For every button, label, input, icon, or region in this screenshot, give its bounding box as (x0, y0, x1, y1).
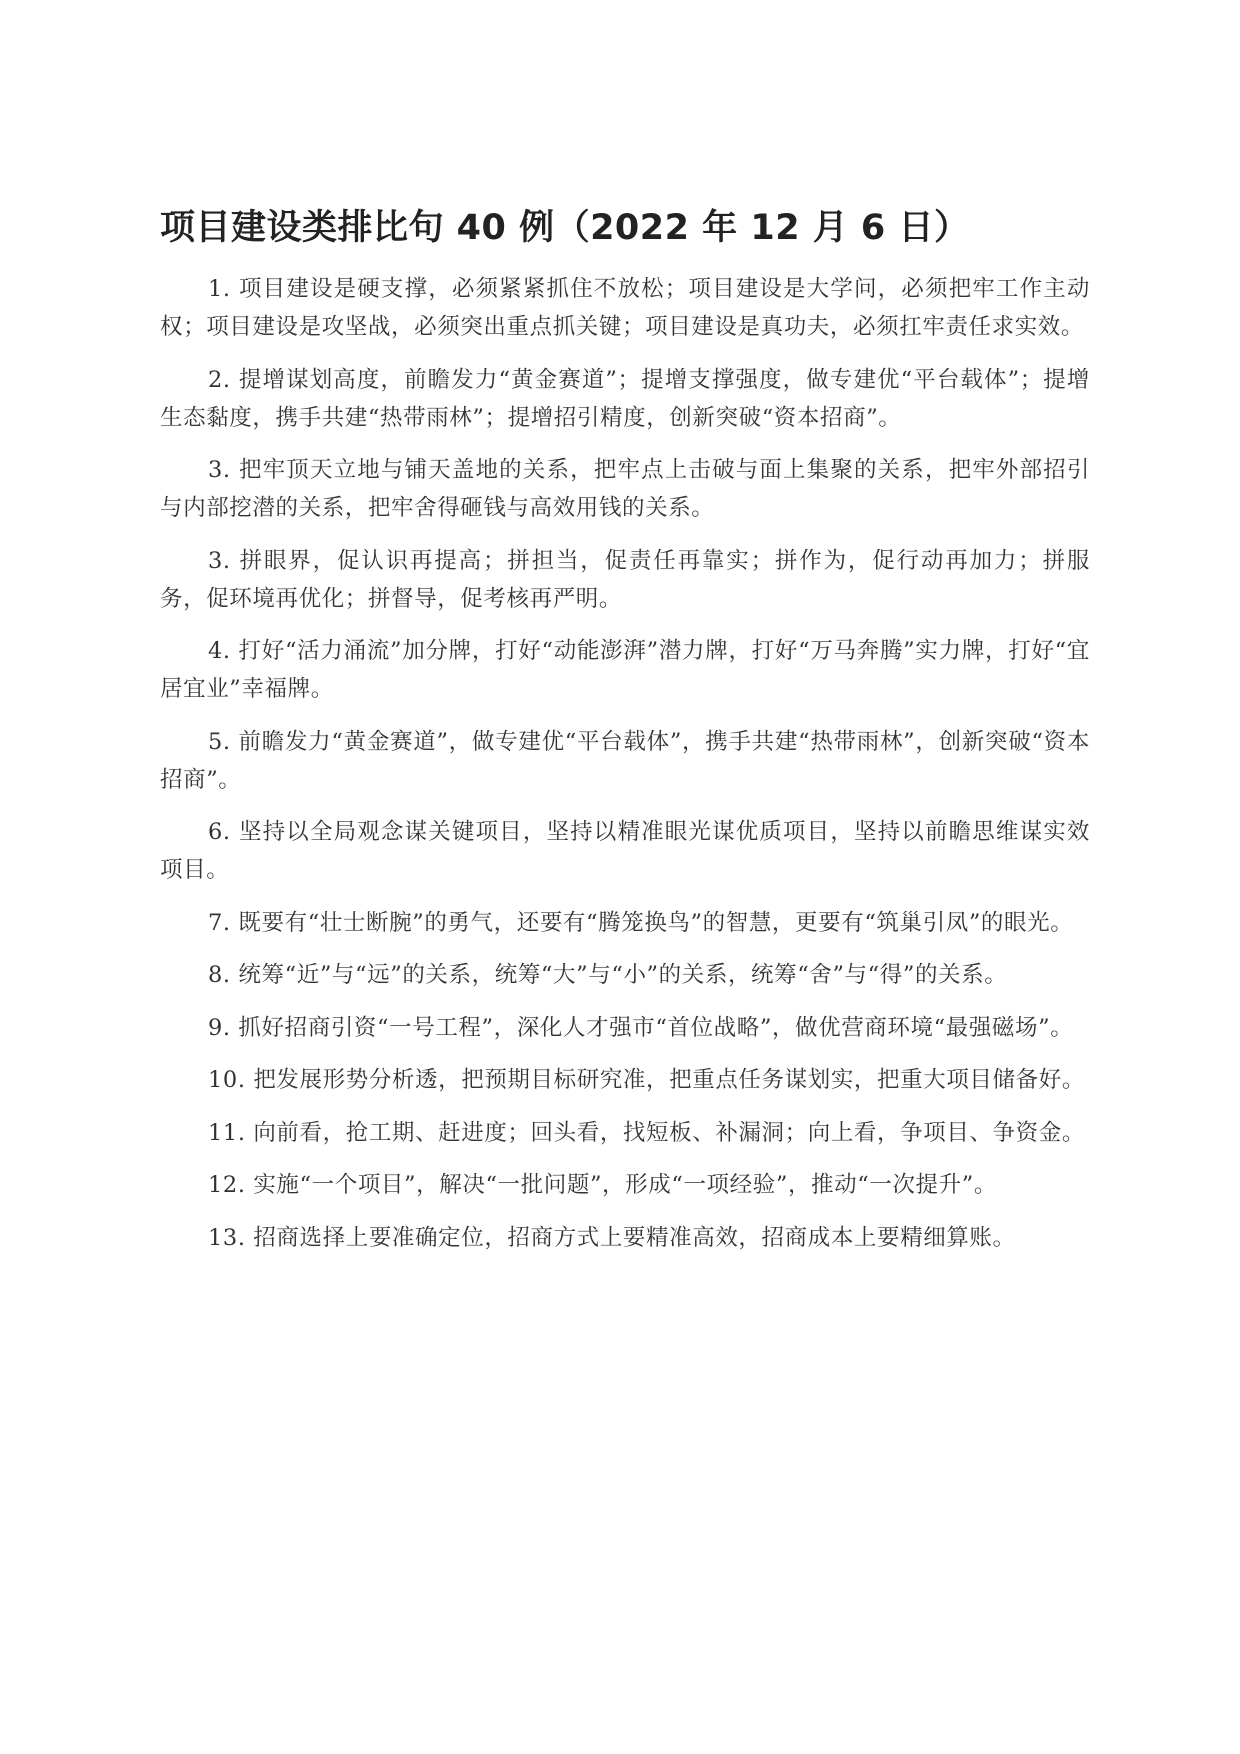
list-item: 11. 向前看，抢工期、赶进度；回头看，找短板、补漏洞；向上看，争项目、争资金。 (208, 1119, 1085, 1146)
list-item: 1. 项目建设是硬支撑，必须紧紧抓住不放松；项目建设是大学问，必须把牢工作主动权；项目建设是攻坚战，必须突出重点抓关键；项目建设是真功夫，必须扛牢责任求实效。 (160, 276, 1090, 340)
sentence-list (160, 270, 1090, 1271)
list-item: 2. 提增谋划高度，前瞻发力“黄金赛道”；提增支撑强度，做专建优“平台载体”；提增生态黏度，携手共建“热带雨林”；提增招引精度，创新突破“资本招商”。 (160, 366, 1090, 431)
list-item: 8. 统筹“近”与“远”的关系，统筹“大”与“小”的关系，统筹“舍”与“得”的关系。 (208, 962, 1008, 988)
list-item: 12. 实施“一个项目”，解决“一批问题”，形成“一项经验”，推动“一次提升”。 (208, 1172, 997, 1198)
list-item: 9. 抓好招商引资“一号工程”，深化人才强市“首位战略”，做优营商环境“最强磁场”。 (208, 1014, 1074, 1041)
list-item: 5. 前瞻发力“黄金赛道”，做专建优“平台载体”，携手共建“热带雨林”，创新突破“资本招商”。 (160, 728, 1090, 793)
list-item: 10. 把发展形势分析透，把预期目标研究准，把重点任务谋划实，把重大项目储备好。 (208, 1067, 1085, 1093)
list-item: 7. 既要有“壮士断腕”的勇气，还要有“腾笼换鸟”的智慧，更要有“筑巢引凤”的眼光。 (208, 909, 1074, 936)
list-item: 6. 坚持以全局观念谋关键项目，坚持以精准眼光谋优质项目，坚持以前瞻思维谋实效项目。 (160, 819, 1090, 883)
list-item: 3. 把牢顶天立地与铺天盖地的关系，把牢点上击破与面上集聚的关系，把牢外部招引与内部挖潜的关系，把牢舍得砸钱与高效用钱的关系。 (160, 457, 1090, 521)
document-title: 项目建设类排比句 40 例（2022 年 12 月 6 日） (160, 208, 970, 248)
list-item: 4. 打好“活力涌流”加分牌，打好“动能澎湃”潜力牌，打好“万马奔腾”实力牌，打好“宜居宜业”幸福牌。 (160, 638, 1090, 702)
list-item: 13. 招商选择上要准确定位，招商方式上要精准高效，招商成本上要精细算账。 (208, 1224, 1016, 1251)
list-item: 3. 拼眼界，促认识再提高；拼担当，促责任再靠实；拼作为，促行动再加力；拼服务，促环境再优化；拼督导，促考核再严明。 (160, 547, 1090, 612)
